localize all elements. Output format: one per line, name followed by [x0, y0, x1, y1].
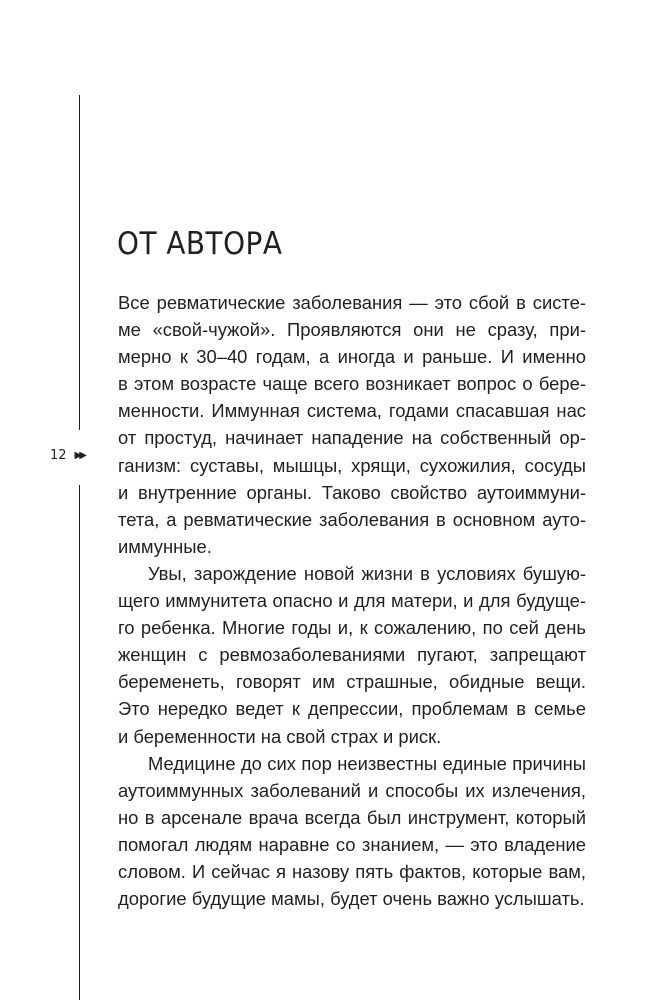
text-line: Все ревматические заболевания — это сбой в систе-: [118, 292, 586, 313]
text-line: иммунные.: [118, 535, 212, 557]
margin-rule-bottom: [79, 485, 80, 1000]
text-line: ме «свой-чужой». Проявляются они не сразу, при-: [118, 319, 586, 341]
text-line: Это нередко ведет к депрессии, проблемам в семье: [118, 698, 586, 720]
text-line: и внутренние органы. Таково свойство аутоиммуни-: [118, 481, 586, 503]
text-line: от простуд, начинает нападение на собственный ор-: [118, 427, 586, 449]
text-line: но в арсенале врача всегда был инструмент, который: [118, 806, 586, 828]
text-line: тета, а ревматические заболевания в основном ауто-: [118, 508, 586, 530]
text-line: Медицине до сих пор неизвестны единые причины: [148, 752, 586, 774]
text-line: аутоиммунных заболеваний и способы их излечения,: [118, 779, 586, 801]
body-text: [118, 289, 586, 912]
chapter-heading: ОТ АВТОРА: [117, 225, 283, 262]
margin-rule-top: [79, 95, 80, 430]
text-line: в этом возрасте чаще всего возникает вопрос о бере-: [118, 373, 586, 395]
text-line: ганизм: суставы, мышцы, хрящи, сухожилия, сосуды: [118, 454, 586, 476]
text-line: Увы, зарождение новой жизни в условиях бушую-: [148, 562, 586, 584]
page-folio: [50, 448, 84, 463]
text-line: мерно к 30–40 годам, а иногда и раньше. И именно: [118, 346, 586, 368]
double-triangle-right-icon: ▶▶: [74, 450, 84, 461]
text-line: го ребенка. Многие годы и, к сожалению, по сей день: [118, 617, 586, 639]
text-line: менности. Иммунная система, годами спасавшая нас: [118, 400, 586, 422]
text-line: словом. И сейчас я назову пять фактов, которые вам,: [118, 860, 586, 882]
page-number: 12: [50, 448, 67, 463]
text-line: и беременности на свой страх и риск.: [118, 725, 442, 747]
text-line: помогал людям наравне со знанием, — это владение: [118, 833, 586, 855]
text-line: беременеть, говорят им страшные, обидные вещи.: [118, 671, 586, 693]
text-line: женщин с ревмозаболеваниями пугают, запрещают: [118, 644, 586, 666]
text-line: дорогие будущие мамы, будет очень важно услышать.: [118, 888, 585, 910]
text-line: щего иммунитета опасно и для матери, и для будуще-: [118, 590, 586, 612]
